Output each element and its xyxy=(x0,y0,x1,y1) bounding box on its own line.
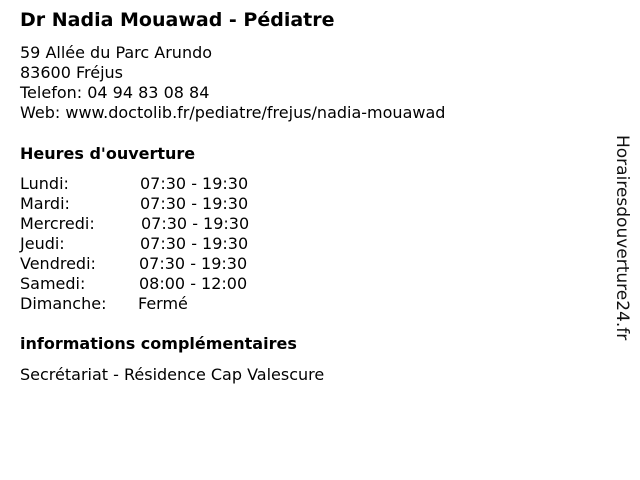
time-range: 07:30 - 19:30 xyxy=(139,254,248,273)
time-range: Fermé xyxy=(138,294,188,313)
street-address: 59 Allée du Parc Arundo xyxy=(20,43,213,62)
site-watermark: Horairesdouverture24.fr xyxy=(612,135,632,341)
hours-row-wednesday xyxy=(20,214,320,234)
opening-hours-table xyxy=(20,174,320,314)
time-range: 07:30 - 19:30 xyxy=(141,214,250,233)
day-label: Jeudi: xyxy=(20,234,65,253)
time-range: 07:30 - 19:30 xyxy=(140,234,249,253)
hours-row-friday xyxy=(20,254,320,274)
time-range: 08:00 - 12:00 xyxy=(139,274,248,293)
day-label: Lundi: xyxy=(20,174,69,193)
hours-row-sunday xyxy=(20,294,320,314)
website: Web: www.doctolib.fr/pediatre/frejus/nadia-mouawad xyxy=(20,103,446,122)
additional-info-text: Secrétariat - Résidence Cap Valescure xyxy=(20,365,325,384)
opening-hours-heading: Heures d'ouverture xyxy=(20,144,196,163)
hours-row-saturday xyxy=(20,274,320,294)
day-label: Mercredi: xyxy=(20,214,95,233)
day-label: Samedi: xyxy=(20,274,86,293)
hours-row-monday xyxy=(20,174,320,194)
day-label: Vendredi: xyxy=(20,254,96,273)
hours-row-tuesday xyxy=(20,194,320,214)
day-label: Mardi: xyxy=(20,194,70,213)
time-range: 07:30 - 19:30 xyxy=(140,194,249,213)
time-range: 07:30 - 19:30 xyxy=(140,174,249,193)
phone-number: Telefon: 04 94 83 08 84 xyxy=(20,83,210,102)
day-label: Dimanche: xyxy=(20,294,107,313)
city: 83600 Fréjus xyxy=(20,63,124,82)
additional-info-heading: informations complémentaires xyxy=(20,334,297,353)
address-block xyxy=(20,43,445,123)
page-title: Dr Nadia Mouawad - Pédiatre xyxy=(20,9,335,31)
hours-row-thursday xyxy=(20,234,320,254)
